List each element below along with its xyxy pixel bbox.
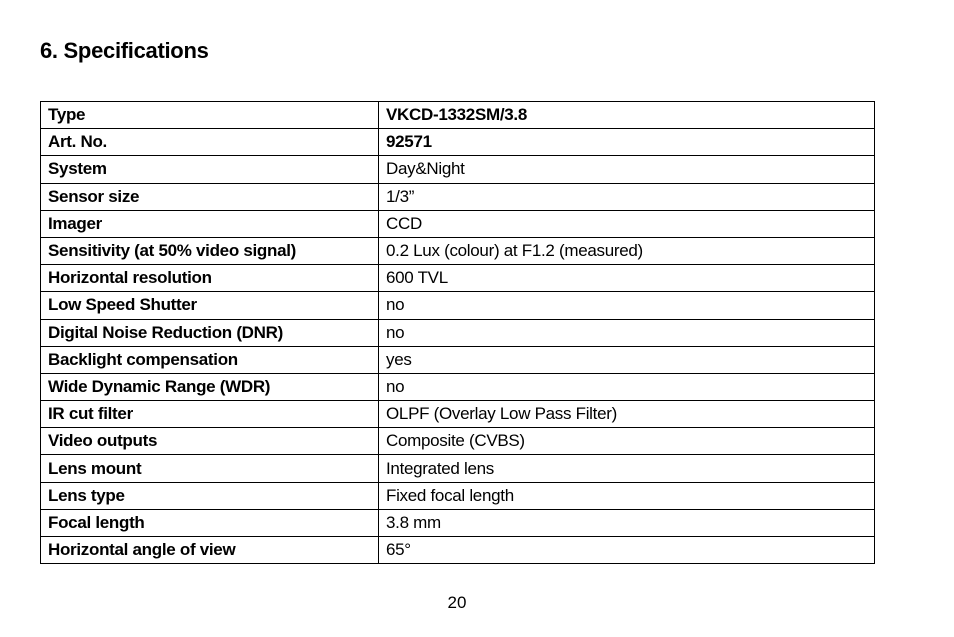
spec-row — [41, 509, 875, 536]
spec-row — [41, 292, 875, 319]
spec-label: Lens type — [41, 482, 379, 509]
spec-value: VKCD-1332SM/3.8 — [379, 102, 875, 129]
spec-value: 600 TVL — [379, 265, 875, 292]
spec-row — [41, 102, 875, 129]
spec-label: System — [41, 156, 379, 183]
spec-value: yes — [379, 346, 875, 373]
spec-label: Imager — [41, 210, 379, 237]
spec-value: OLPF (Overlay Low Pass Filter) — [379, 401, 875, 428]
spec-row — [41, 428, 875, 455]
spec-label: Sensitivity (at 50% video signal) — [41, 237, 379, 264]
spec-row — [41, 129, 875, 156]
spec-label: Focal length — [41, 509, 379, 536]
spec-label: Video outputs — [41, 428, 379, 455]
spec-row — [41, 401, 875, 428]
spec-value: no — [379, 292, 875, 319]
spec-row — [41, 455, 875, 482]
spec-row — [41, 319, 875, 346]
spec-label: Digital Noise Reduction (DNR) — [41, 319, 379, 346]
spec-row — [41, 237, 875, 264]
spec-label: Type — [41, 102, 379, 129]
spec-label: Backlight compensation — [41, 346, 379, 373]
specifications-table — [40, 101, 875, 564]
spec-label: Sensor size — [41, 183, 379, 210]
spec-value: Fixed focal length — [379, 482, 875, 509]
spec-row — [41, 482, 875, 509]
spec-row — [41, 265, 875, 292]
spec-row — [41, 537, 875, 564]
spec-value: 1/3” — [379, 183, 875, 210]
specifications-table-body — [41, 102, 875, 564]
spec-label: Horizontal resolution — [41, 265, 379, 292]
page-number: 20 — [447, 593, 467, 612]
spec-label: Art. No. — [41, 129, 379, 156]
spec-value: CCD — [379, 210, 875, 237]
spec-value: Day&Night — [379, 156, 875, 183]
spec-row — [41, 210, 875, 237]
spec-label: Horizontal angle of view — [41, 537, 379, 564]
spec-value: no — [379, 319, 875, 346]
spec-row — [41, 373, 875, 400]
spec-row — [41, 346, 875, 373]
spec-row — [41, 183, 875, 210]
spec-value: 0.2 Lux (colour) at F1.2 (measured) — [379, 237, 875, 264]
spec-label: Lens mount — [41, 455, 379, 482]
spec-value: 65° — [379, 537, 875, 564]
spec-value: 3.8 mm — [379, 509, 875, 536]
spec-label: Wide Dynamic Range (WDR) — [41, 373, 379, 400]
spec-value: no — [379, 373, 875, 400]
spec-label: IR cut filter — [41, 401, 379, 428]
spec-row — [41, 156, 875, 183]
spec-value: Composite (CVBS) — [379, 428, 875, 455]
spec-label: Low Speed Shutter — [41, 292, 379, 319]
spec-value: 92571 — [379, 129, 875, 156]
page-title: 6. Specifications — [40, 38, 209, 63]
spec-value: Integrated lens — [379, 455, 875, 482]
